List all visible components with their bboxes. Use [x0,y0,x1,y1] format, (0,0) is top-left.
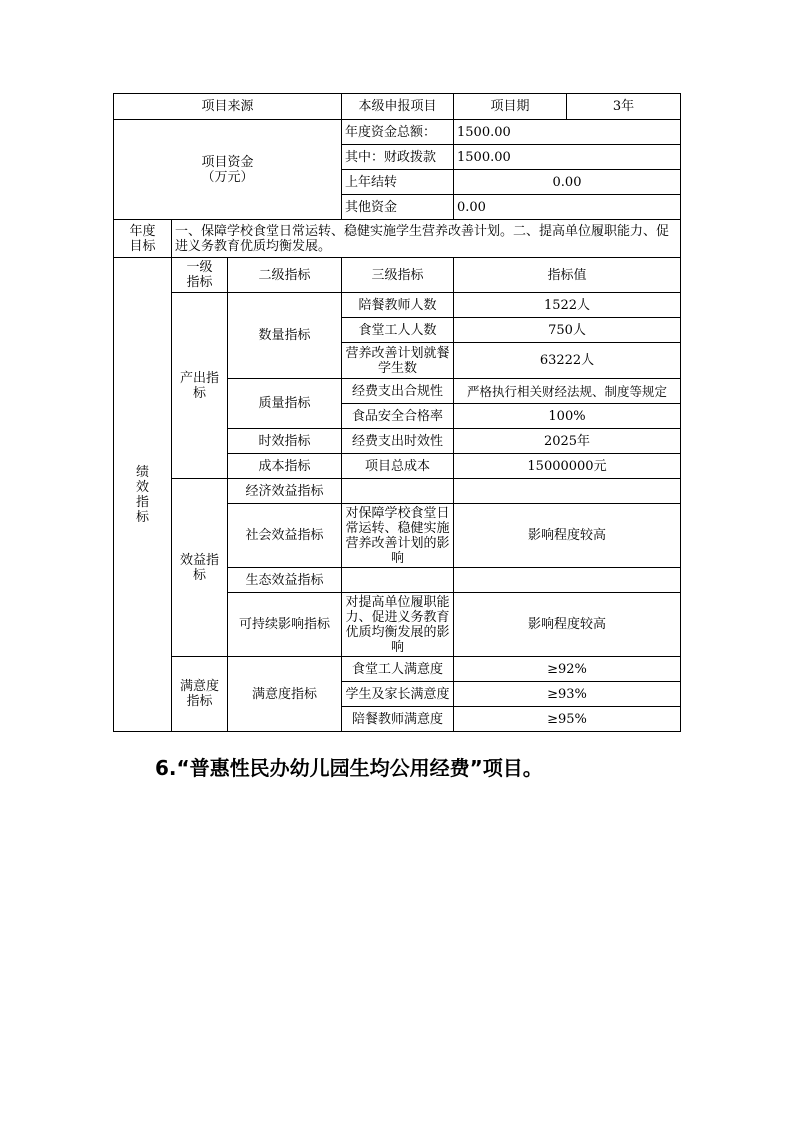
table-row [114,479,681,504]
funds-fiscal-value: 1500.00 [454,145,681,170]
cost-indicator-label: 成本指标 [228,454,342,479]
funds-carryover-value: 0.00 [454,170,681,195]
quantity-indicator-label: 数量指标 [228,293,342,379]
indicator-name [342,568,454,593]
social-indicator-label: 社会效益指标 [228,504,342,568]
indicator-value: 100% [454,404,681,429]
indicator-name: 对保障学校食堂日 常运转、稳健实施 营养改善计划的影 响 [342,504,454,568]
indicator-value: 2025年 [454,429,681,454]
quality-indicator-label: 质量指标 [228,379,342,429]
header-level3: 三级指标 [342,258,454,293]
indicator-name: 陪餐教师人数 [342,293,454,318]
funds-other-value: 0.00 [454,195,681,220]
annual-goal-label: 年度 目标 [114,220,172,258]
output-indicator-label: 产出指 标 [172,293,228,479]
indicator-name: 经费支出时效性 [342,429,454,454]
annual-goal-row [114,220,681,258]
period-label: 项目期 [454,94,567,120]
indicator-name: 学生及家长满意度 [342,682,454,707]
indicator-name: 食堂工人人数 [342,318,454,343]
table-row [114,657,681,682]
performance-goal-table [113,93,681,732]
sustainable-indicator-label: 可持续影响指标 [228,593,342,657]
indicator-name: 食品安全合格率 [342,404,454,429]
indicator-name: 对提高单位履职能 力、促进义务教育 优质均衡发展的影 响 [342,593,454,657]
source-value: 本级申报项目 [342,94,454,120]
funds-carryover-label: 上年结转 [342,170,454,195]
project-info-row [114,94,681,120]
indicator-value [454,479,681,504]
benefit-indicator-label: 效益指 标 [172,479,228,657]
header-level2: 二级指标 [228,258,342,293]
indicator-header-row [114,258,681,293]
indicator-name [342,479,454,504]
source-label: 项目来源 [114,94,342,120]
economic-indicator-label: 经济效益指标 [228,479,342,504]
indicator-value: 750人 [454,318,681,343]
indicator-name: 食堂工人满意度 [342,657,454,682]
indicator-value: 63222人 [454,343,681,379]
indicator-value: 15000000元 [454,454,681,479]
funds-other-label: 其他资金 [342,195,454,220]
header-value: 指标值 [454,258,681,293]
indicator-name: 经费支出合规性 [342,379,454,404]
performance-indicator-label: 绩 效 指 标 [114,258,172,732]
indicator-value: 1522人 [454,293,681,318]
ecological-indicator-label: 生态效益指标 [228,568,342,593]
timeliness-indicator-label: 时效指标 [228,429,342,454]
indicator-value: 影响程度较高 [454,504,681,568]
indicator-name: 项目总成本 [342,454,454,479]
indicator-value: ≥95% [454,707,681,732]
satisfaction-indicator-label: 满意度 指标 [172,657,228,732]
funds-label: 项目资金 （万元） [114,120,342,220]
header-level1: 一级 指标 [172,258,228,293]
next-section-heading: 6.“普惠性民办幼儿园生均公用经费”项目。 [155,756,543,780]
funds-fiscal-label: 其中：财政拨款 [342,145,454,170]
indicator-name: 陪餐教师满意度 [342,707,454,732]
indicator-value: ≥93% [454,682,681,707]
annual-goal-text: 一、保障学校食堂日常运转、稳健实施学生营养改善计划。二、提高单位履职能力、促进义务教育优质均衡发展。 [172,220,681,258]
funds-row [114,120,681,145]
satisfaction-level2-label: 满意度指标 [228,657,342,732]
indicator-name: 营养改善计划就餐 学生数 [342,343,454,379]
indicator-value: 严格执行相关财经法规、制度等规定 [454,379,681,404]
funds-total-value: 1500.00 [454,120,681,145]
indicator-value: 影响程度较高 [454,593,681,657]
indicator-value: ≥92% [454,657,681,682]
period-value: 3年 [567,94,681,120]
indicator-value [454,568,681,593]
table-row [114,293,681,318]
funds-total-label: 年度资金总额： [342,120,454,145]
